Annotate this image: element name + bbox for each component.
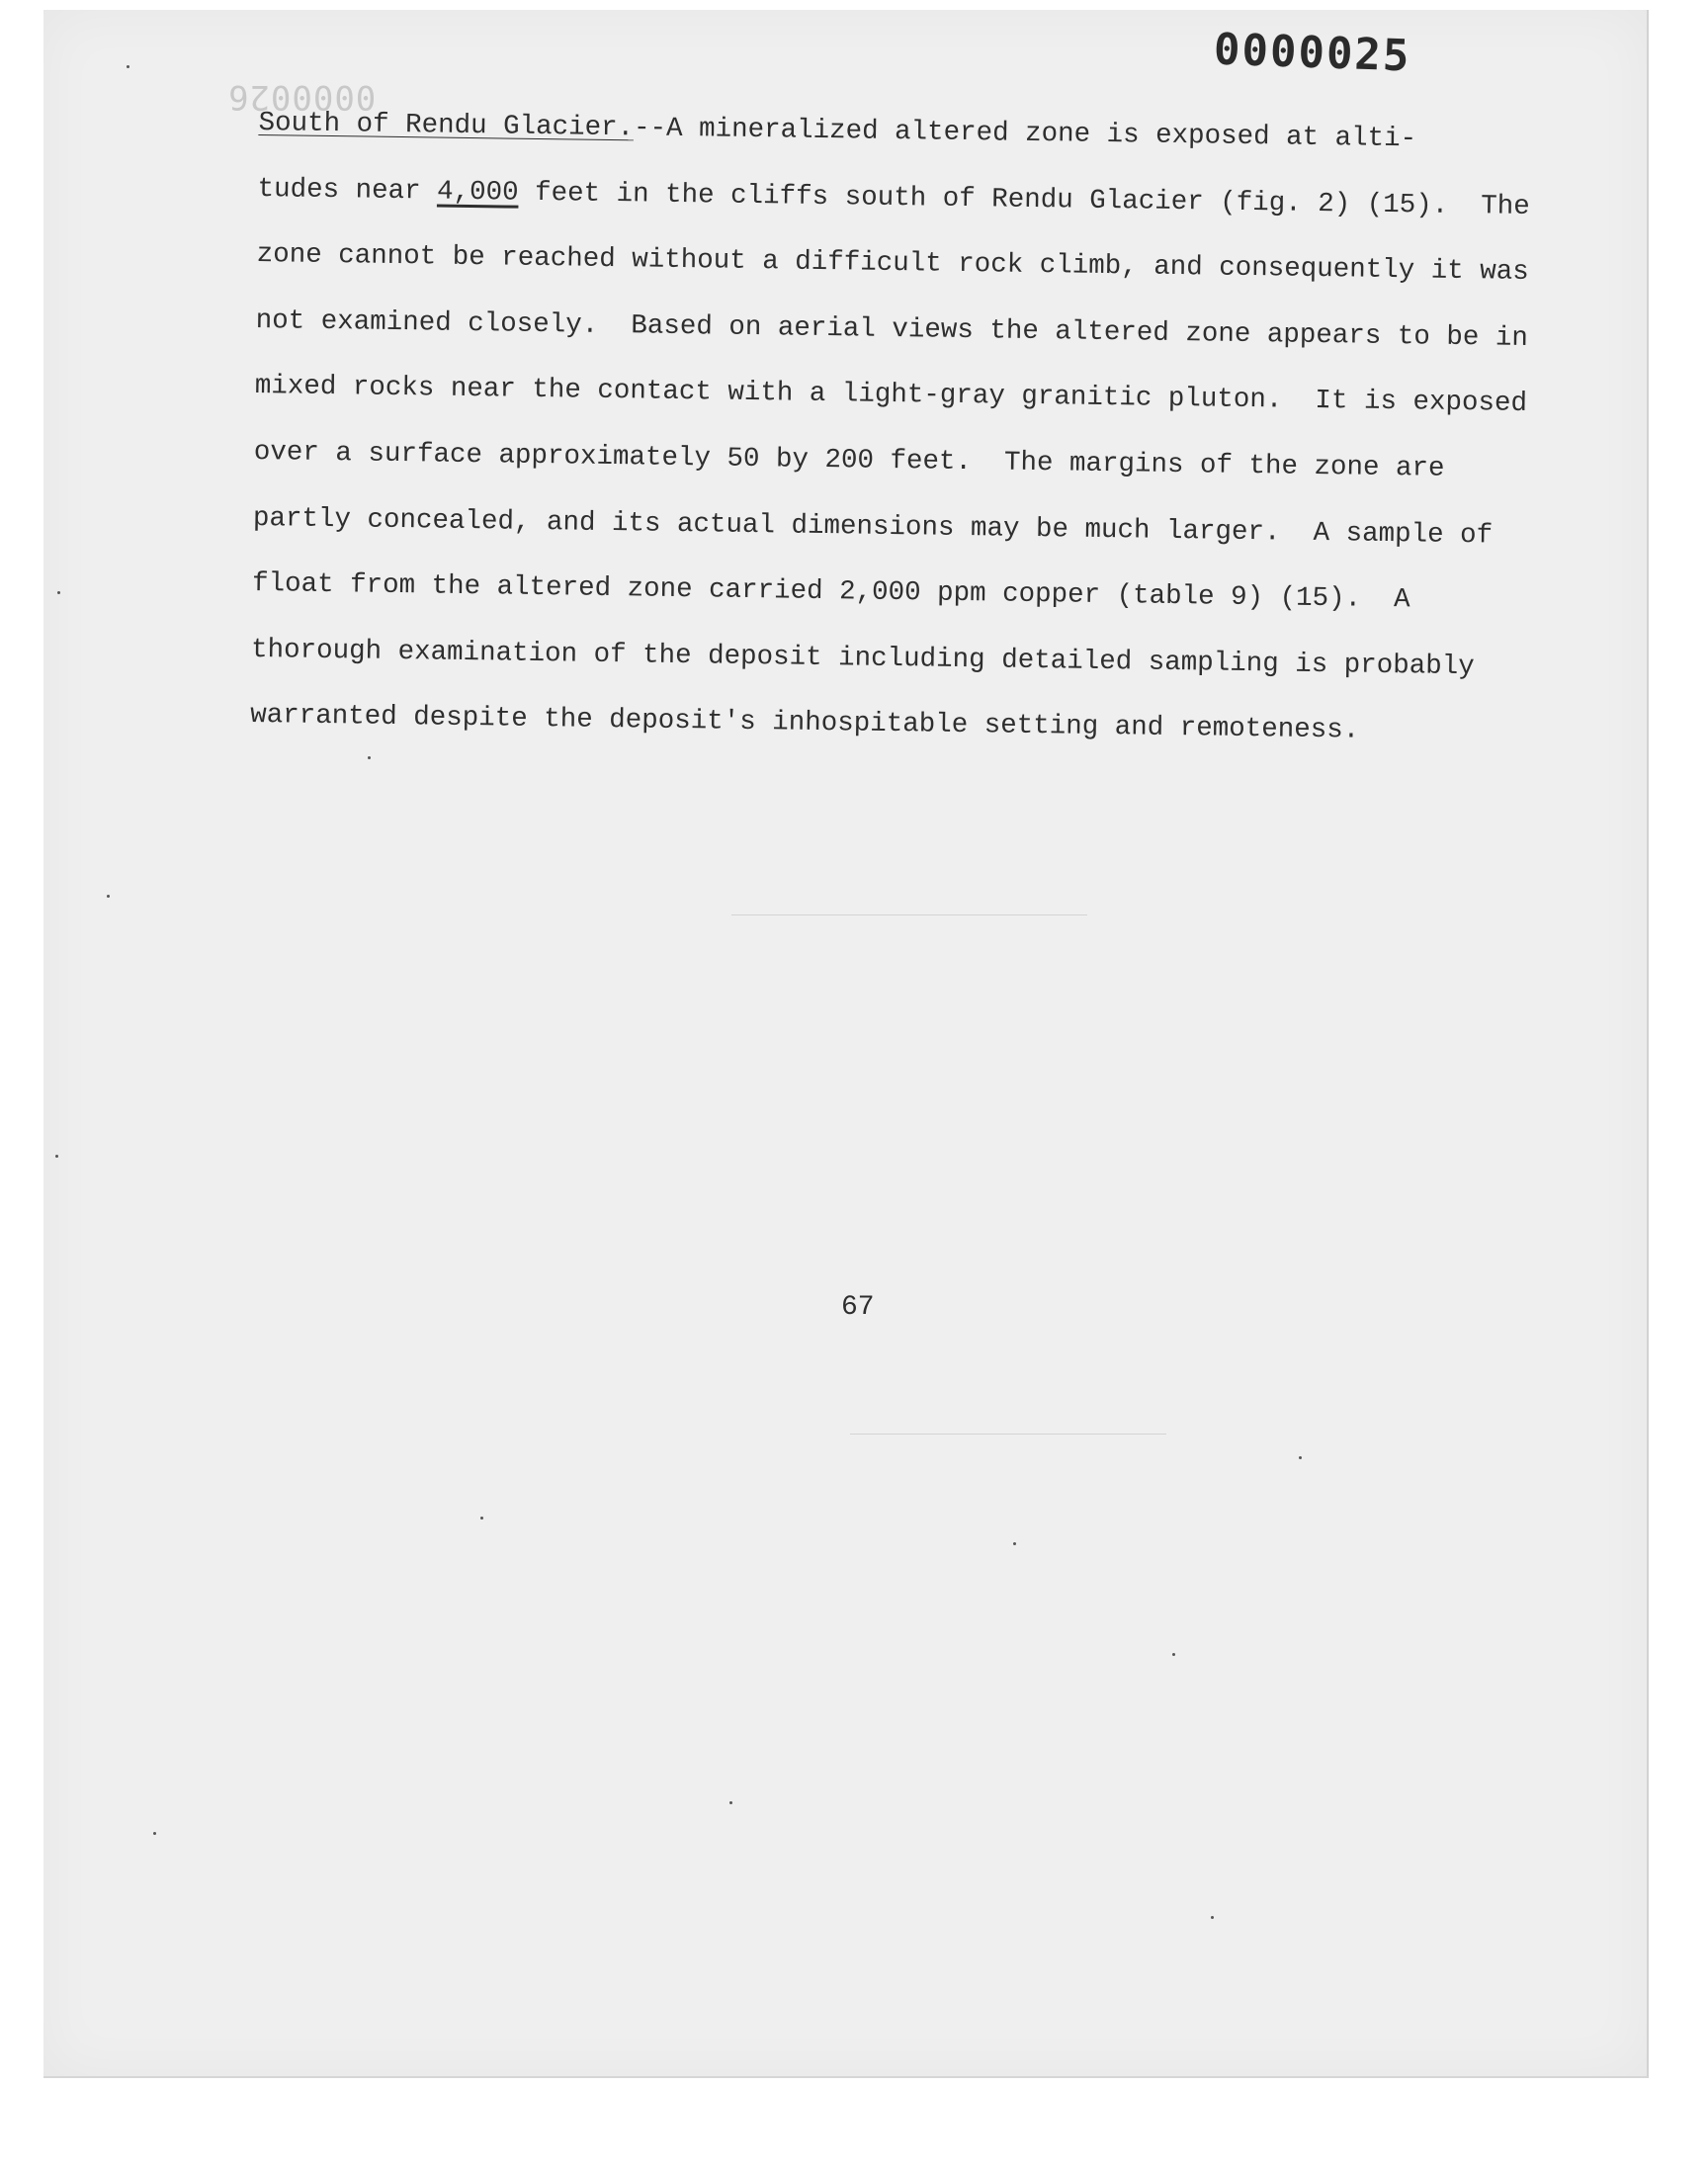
page-stamp-number: 0000025 <box>1213 24 1412 82</box>
text-segment: feet in the cliffs south of Rendu Glacier (fig. 2) (15). The <box>518 177 1530 222</box>
scan-speck <box>480 1517 483 1520</box>
text-line-4: not examined closely. Based on aerial views the altered zone appears to be in <box>255 304 1529 354</box>
page-number: 67 <box>841 1292 875 1323</box>
text-line-9: thorough examination of the deposit including detailed sampling is probably <box>250 634 1475 682</box>
scan-speck <box>1299 1456 1302 1459</box>
faint-rule <box>850 1434 1166 1435</box>
bleed-through-stamp: 0000026 <box>227 77 377 117</box>
text-line-3: zone cannot be reached without a difficult rock climb, and consequently it was <box>256 239 1529 289</box>
text-line-6: over a surface approximately 50 by 200 feet. The margins of the zone are <box>253 436 1445 484</box>
scan-speck <box>127 65 129 68</box>
scan-speck <box>107 895 110 898</box>
scan-speck <box>1013 1542 1016 1545</box>
scan-speck <box>57 591 60 594</box>
scan-speck <box>1172 1653 1175 1656</box>
body-paragraph <box>250 91 1564 767</box>
text-line-7: partly concealed, and its actual dimensions may be much larger. A sample of <box>252 502 1494 552</box>
text-segment: --A mineralized altered zone is exposed at alti- <box>633 113 1417 155</box>
scan-speck <box>55 1155 58 1158</box>
faint-rule <box>731 914 1087 915</box>
text-segment: tudes near <box>257 173 438 208</box>
text-line-8: float from the altered zone carried 2,000 ppm copper (table 9) (15). A <box>251 568 1410 616</box>
scan-speck <box>1211 1916 1214 1919</box>
underlined-altitude: 4,000 <box>436 176 519 209</box>
scan-speck <box>368 756 371 759</box>
scan-speck <box>153 1832 156 1835</box>
section-heading: South of Rendu Glacier. <box>258 107 635 144</box>
scan-speck <box>729 1801 732 1804</box>
text-line-5: mixed rocks near the contact with a light-gray granitic pluton. It is exposed <box>254 371 1528 420</box>
text-line-10: warranted despite the deposit's inhospitable setting and remoteness. <box>249 700 1360 746</box>
